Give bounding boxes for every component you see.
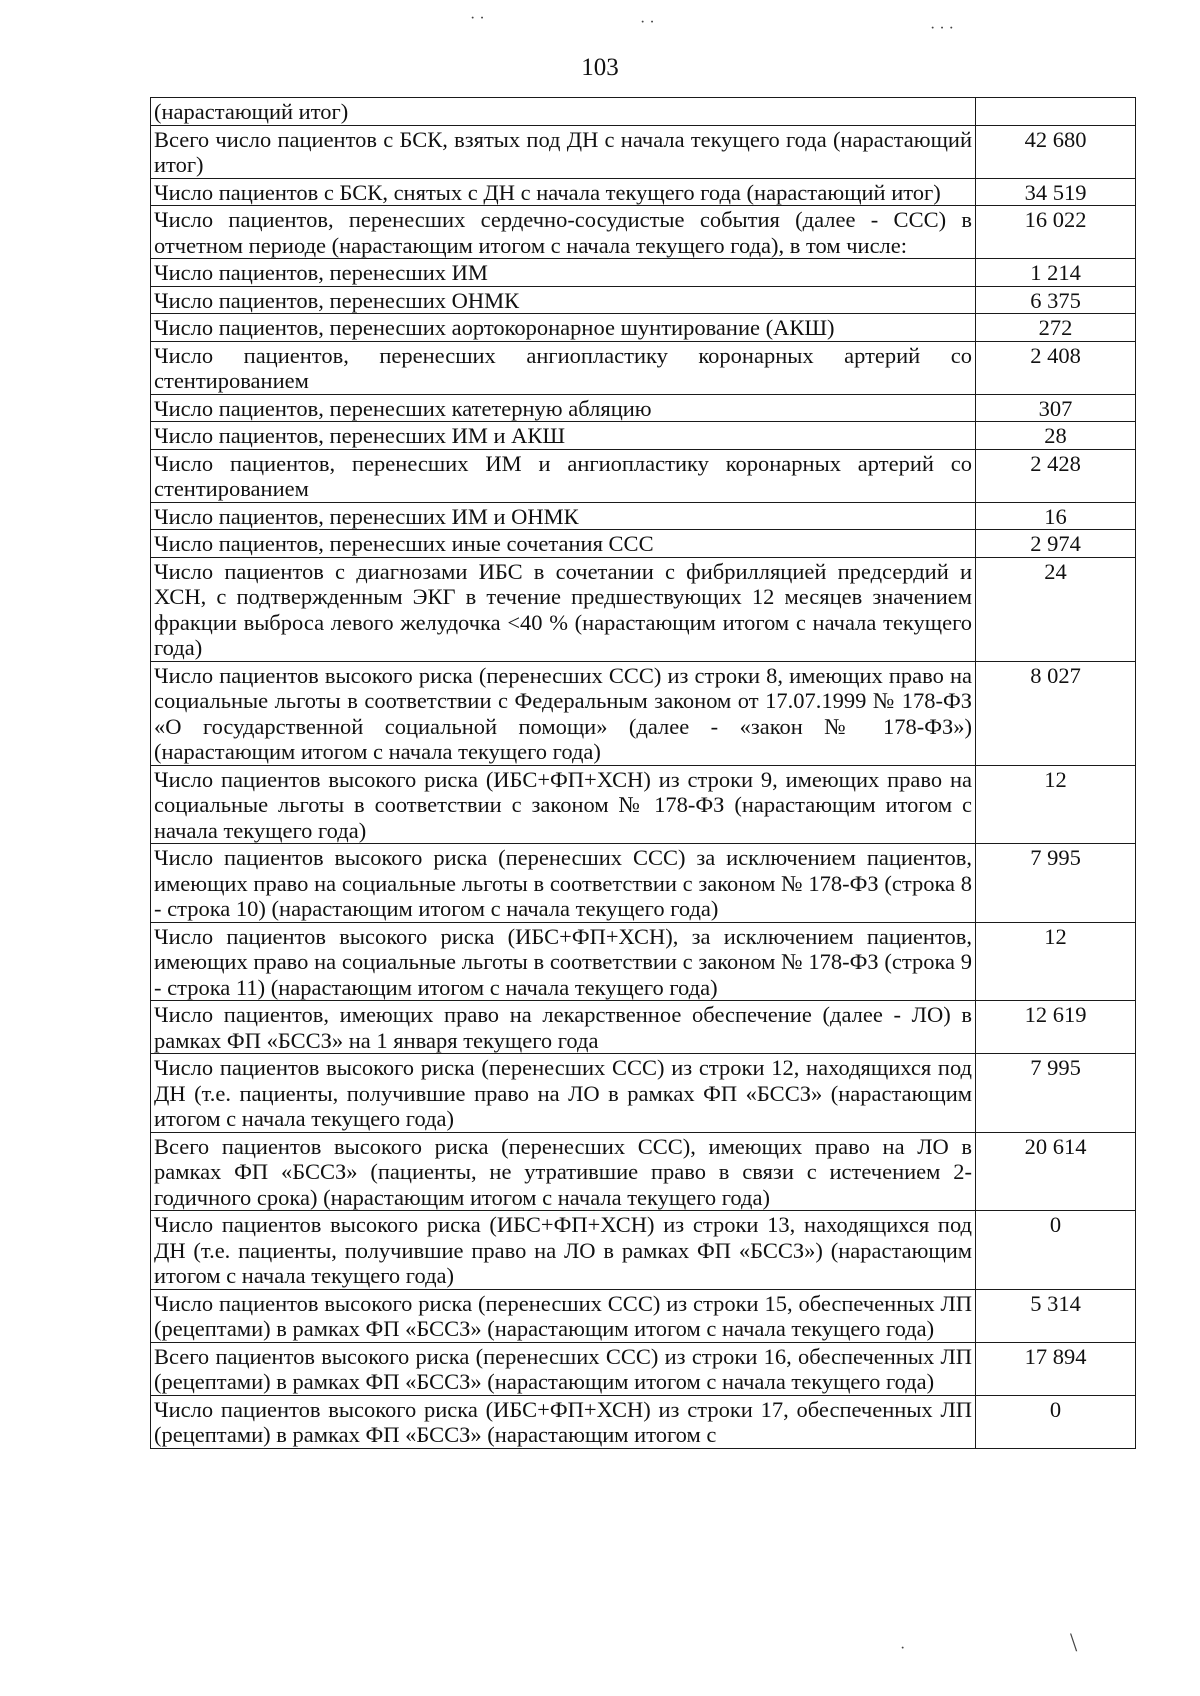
indicator-value	[976, 394, 1136, 422]
value-text: 7 995	[1030, 1055, 1081, 1080]
table-row	[151, 765, 1136, 844]
indicator-description	[151, 394, 976, 422]
table-row	[151, 314, 1136, 342]
indicator-text: Число пациентов высокого риска (ИБС+ФП+ХСН) из строки 9, имеющих право на социальные льготы в соответствии с законом № 178-ФЗ (нарастающим итогом с начала текущего года)	[154, 766, 972, 843]
indicator-text: Число пациентов с диагнозами ИБС в сочетании с фибрилляцией предсердий и ХСН, с подтвержденным ЭКГ в течение предшествующих 12 месяцев значением фракции выброса левого желудочка <40 % (нарастающим итогом с начала текущего года)	[154, 558, 972, 660]
table-row	[151, 286, 1136, 314]
indicator-value	[976, 314, 1136, 342]
indicator-text: Число пациентов высокого риска (перенесших ССС) за исключением пациентов, имеющих право на социальные льготы в соответствии с законом № 178-ФЗ (строка 8 - строка 10) (нарастающим итогом с начала текущего года)	[154, 845, 972, 921]
indicator-value	[976, 661, 1136, 765]
indicator-value	[976, 1001, 1136, 1054]
indicator-description	[151, 341, 976, 394]
indicator-text: Число пациентов высокого риска (ИБС+ФП+ХСН) из строки 13, находящихся под ДН (т.е. пациенты, получившие право на ЛО в рамках ФП «БССЗ») (нарастающим итогом с начала текущего года)	[154, 1212, 972, 1288]
indicator-text: Число пациентов, перенесших ИМ и ОНМК	[154, 503, 579, 529]
indicator-value	[976, 341, 1136, 394]
indicator-description	[151, 314, 976, 342]
table-row	[151, 1289, 1136, 1342]
indicator-value	[976, 286, 1136, 314]
table-row	[151, 422, 1136, 450]
table-row	[151, 394, 1136, 422]
indicator-description	[151, 178, 976, 206]
indicator-value	[976, 98, 1136, 126]
value-text: 0	[1049, 1212, 1062, 1237]
value-text: 12 619	[1024, 1002, 1087, 1027]
indicator-value	[976, 1289, 1136, 1342]
indicator-value	[976, 557, 1136, 661]
value-text: 42 680	[1024, 126, 1087, 152]
value-text: 17 894	[1024, 1343, 1087, 1369]
table-row	[151, 530, 1136, 558]
indicator-value	[976, 206, 1136, 259]
indicator-text: Число пациентов, перенесших ИМ	[154, 260, 488, 285]
indicator-value	[976, 422, 1136, 450]
indicator-description	[151, 922, 976, 1001]
table-row	[151, 922, 1136, 1001]
value-text: 5 314	[1030, 1290, 1081, 1316]
value-text: 2 974	[1030, 531, 1081, 556]
value-text: 307	[1038, 395, 1073, 421]
indicator-description	[151, 502, 976, 530]
indicator-value	[976, 449, 1136, 502]
indicator-text: Число пациентов, перенесших иные сочетания ССС	[154, 531, 654, 556]
indicator-description	[151, 125, 976, 178]
indicator-description	[151, 259, 976, 287]
indicator-text: Число пациентов, имеющих право на лекарственное обеспечение (далее - ЛО) в рамках ФП «БССЗ» на 1 января текущего года	[154, 1002, 972, 1053]
indicator-text: Число пациентов высокого риска (перенесших ССС) из строки 8, имеющих право на социальные льготы в соответствии с Федеральным законом от 17.07.1999 № 178-ФЗ «О государственной социальной помощи» (далее - «закон № 178-ФЗ») (нарастающим итогом с начала текущего года)	[154, 662, 972, 764]
value-text: 12	[1044, 923, 1067, 949]
indicator-description	[151, 422, 976, 450]
table-row	[151, 1001, 1136, 1054]
indicator-description	[151, 206, 976, 259]
indicator-description	[151, 844, 976, 923]
table-row	[151, 98, 1136, 126]
indicator-description	[151, 1211, 976, 1290]
indicator-description	[151, 557, 976, 661]
indicator-value	[976, 1054, 1136, 1133]
indicator-value	[976, 1132, 1136, 1211]
table-row	[151, 1132, 1136, 1211]
indicator-text: Число пациентов, перенесших сердечно-сосудистые события (далее - ССС) в отчетном периоде (нарастающим итогом с начала текущего года), в том числе:	[154, 207, 972, 258]
value-text: 16	[1044, 503, 1067, 529]
table-row	[151, 178, 1136, 206]
indicator-text: Число пациентов высокого риска (ИБС+ФП+ХСН) из строки 17, обеспеченных ЛП (рецептами) в рамках ФП «БССЗ» (нарастающим итогом с	[154, 1396, 972, 1447]
indicator-text: Число пациентов, перенесших ИМ и ангиопластику коронарных артерий со стентированием	[154, 450, 972, 501]
indicator-value	[976, 844, 1136, 923]
table-row	[151, 449, 1136, 502]
page-number: 103	[581, 54, 619, 81]
table-row	[151, 125, 1136, 178]
indicator-value	[976, 1395, 1136, 1448]
value-text: 6 375	[1030, 287, 1081, 313]
value-text: 20 614	[1024, 1133, 1087, 1159]
table-row	[151, 259, 1136, 287]
table-row	[151, 502, 1136, 530]
indicator-description	[151, 765, 976, 844]
indicator-text: Число пациентов с БСК, снятых с ДН с начала текущего года (нарастающий итог)	[154, 179, 941, 205]
indicator-value	[976, 259, 1136, 287]
indicator-text: Всего пациентов высокого риска (перенесших ССС), имеющих право на ЛО в рамках ФП «БССЗ» (пациенты, не утратившие право в связи с истечением 2-годичного срока) (нарастающим итогом с начала текущего года)	[154, 1133, 972, 1210]
indicator-description	[151, 98, 976, 126]
table-row	[151, 1054, 1136, 1133]
table-row	[151, 1395, 1136, 1448]
value-text: 24	[1044, 558, 1067, 584]
value-text: 28	[1044, 423, 1067, 448]
table-row	[151, 1211, 1136, 1290]
indicator-text: Число пациентов, перенесших ИМ и АКШ	[154, 423, 566, 448]
indicator-description	[151, 1342, 976, 1395]
indicator-value	[976, 530, 1136, 558]
value-text: 2 408	[1030, 342, 1081, 368]
table-row	[151, 341, 1136, 394]
table-row	[151, 661, 1136, 765]
scan-speck: · ·	[470, 10, 485, 27]
indicator-text: Число пациентов высокого риска (перенесших ССС) из строки 12, находящихся под ДН (т.е. пациенты, получившие право на ЛО в рамках ФП «БССЗ» (нарастающим итогом с начала текущего года)	[154, 1055, 972, 1131]
indicator-description	[151, 1001, 976, 1054]
indicator-description	[151, 661, 976, 765]
value-text: 34 519	[1024, 179, 1087, 205]
value-text: 0	[1049, 1396, 1062, 1422]
indicator-value	[976, 1342, 1136, 1395]
scan-speck: · · ·	[930, 20, 954, 37]
indicator-description	[151, 1132, 976, 1211]
indicator-value	[976, 178, 1136, 206]
indicator-description	[151, 1054, 976, 1133]
table-row	[151, 206, 1136, 259]
scan-speck: · ·	[640, 14, 655, 31]
table-row	[151, 557, 1136, 661]
scan-speck: ·	[900, 1640, 906, 1657]
table-row	[151, 844, 1136, 923]
indicator-text: Число пациентов, перенесших катетерную абляцию	[154, 395, 652, 421]
value-text: 2 428	[1030, 450, 1081, 476]
indicator-value	[976, 765, 1136, 844]
indicator-value	[976, 1211, 1136, 1290]
indicator-text: Число пациентов, перенесших ангиопластику коронарных артерий со стентированием	[154, 342, 972, 393]
indicator-text: (нарастающий итог)	[154, 99, 349, 124]
indicator-value	[976, 922, 1136, 1001]
data-table	[150, 97, 1136, 1449]
value-text: 1 214	[1030, 260, 1081, 285]
indicator-text: Число пациентов высокого риска (ИБС+ФП+ХСН), за исключением пациентов, имеющих право на социальные льготы в соответствии с законом № 178-ФЗ (строка 9 - строка 11) (нарастающим итогом с начала текущего года)	[154, 923, 972, 1000]
value-text: 8 027	[1030, 662, 1081, 688]
indicator-description	[151, 286, 976, 314]
value-text: 16 022	[1024, 207, 1087, 232]
table-body	[151, 98, 1136, 1449]
indicator-text: Число пациентов высокого риска (перенесших ССС) из строки 15, обеспеченных ЛП (рецептами) в рамках ФП «БССЗ» (нарастающим итогом с начала текущего года)	[154, 1290, 972, 1341]
indicator-description	[151, 530, 976, 558]
table-row	[151, 1342, 1136, 1395]
indicator-value	[976, 502, 1136, 530]
value-text: 272	[1038, 315, 1073, 340]
indicator-description	[151, 1395, 976, 1448]
indicator-description	[151, 1289, 976, 1342]
indicator-text: Число пациентов, перенесших аортокоронарное шунтирование (АКШ)	[154, 315, 835, 340]
scan-speck: \	[1070, 1628, 1078, 1657]
indicator-text: Всего число пациентов с БСК, взятых под ДН с начала текущего года (нарастающий итог)	[154, 126, 972, 177]
value-text: 7 995	[1030, 845, 1081, 870]
indicator-description	[151, 449, 976, 502]
value-text: 12	[1044, 766, 1067, 792]
indicator-text: Всего пациентов высокого риска (перенесших ССС) из строки 16, обеспеченных ЛП (рецептами) в рамках ФП «БССЗ» (нарастающим итогом с начала текущего года)	[154, 1343, 972, 1394]
indicator-value	[976, 125, 1136, 178]
indicator-text: Число пациентов, перенесших ОНМК	[154, 287, 520, 313]
